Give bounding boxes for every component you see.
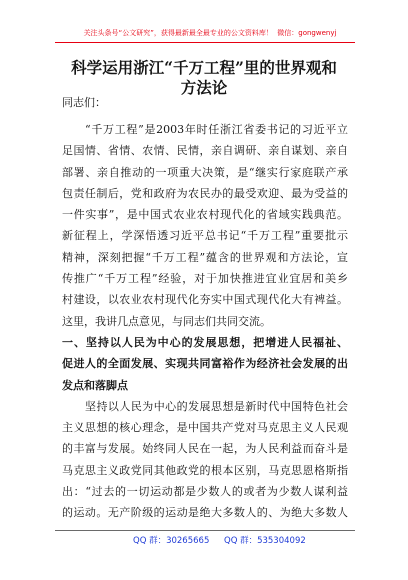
body-line: 的丰富与发展。始终同人民在一起，为人民利益而奋斗是 <box>62 442 348 456</box>
body-line: “千万工程”是2003年时任浙江省委书记的习近平立 <box>85 123 348 136</box>
salutation: 同志们： <box>62 96 106 109</box>
heading-line: 发点和落脚点 <box>62 378 128 392</box>
body-line: 主义思想的核心理念，是中国共产党对马克思主义人民观 <box>62 421 348 435</box>
section-heading <box>62 332 348 396</box>
footer-qq-group: QQ 群：30265665 <box>133 536 210 546</box>
header-divider <box>55 42 355 43</box>
header-banner: 关注头条号“公文研究”，获得最新最全最专业的公文资料库！ 微信：gongwenyj <box>83 29 337 37</box>
body-line: 这里，我讲几点意见，与同志们共同交流。 <box>62 314 271 328</box>
body-line: 足国情、省情、农情、民情，亲自调研、亲自谋划、亲自 <box>62 144 348 158</box>
body-line: 一件实事”，是中国式农业农村现代化的省域实践典范。 <box>62 208 348 222</box>
paragraph <box>62 396 348 524</box>
body-line: 传推广“千万工程”经验，对于加快推进宜业宜居和美乡 <box>62 272 348 286</box>
footer-qq-group: QQ 群：535304092 <box>224 536 306 546</box>
document-body <box>62 119 348 524</box>
body-line: 包责任制后，党和政府为农民办的最受欢迎、最为受益的 <box>62 186 348 200</box>
body-line: 出：“过去的一切运动都是少数人的或者为少数人谋利益 <box>62 485 348 499</box>
title-line: 方法论 <box>180 78 228 97</box>
document-title <box>54 58 354 98</box>
body-line: 马克思主义政党同其他政党的根本区别，马克思恩格斯指 <box>62 463 348 477</box>
body-line: 精神，深刻把握“千万工程”蕴含的世界观和方法论，宣 <box>62 250 348 264</box>
heading-line: 促进人的全面发展、实现共同富裕作为经济社会发展的出 <box>62 357 348 371</box>
body-line: 坚持以人民为中心的发展思想是新时代中国特色社会 <box>85 399 348 413</box>
body-line: 部署、亲自推动的一项重大决策，是“继实行家庭联产承 <box>62 165 348 179</box>
body-line: 新征程上，学深悟透习近平总书记“千万工程”重要批示 <box>62 229 348 243</box>
heading-line: 一、坚持以人民为中心的发展思想，把增进人民福祉、 <box>62 335 348 349</box>
footer-divider <box>55 530 355 531</box>
paragraph <box>62 119 348 332</box>
title-line: 科学运用浙江“千万工程”里的世界观和 <box>71 58 337 77</box>
body-line: 村建设，以农业农村现代化夯实中国式现代化大有裨益。 <box>62 293 348 307</box>
body-line: 的运动。无产阶级的运动是绝大多数人的、为绝大多数人 <box>62 506 348 520</box>
